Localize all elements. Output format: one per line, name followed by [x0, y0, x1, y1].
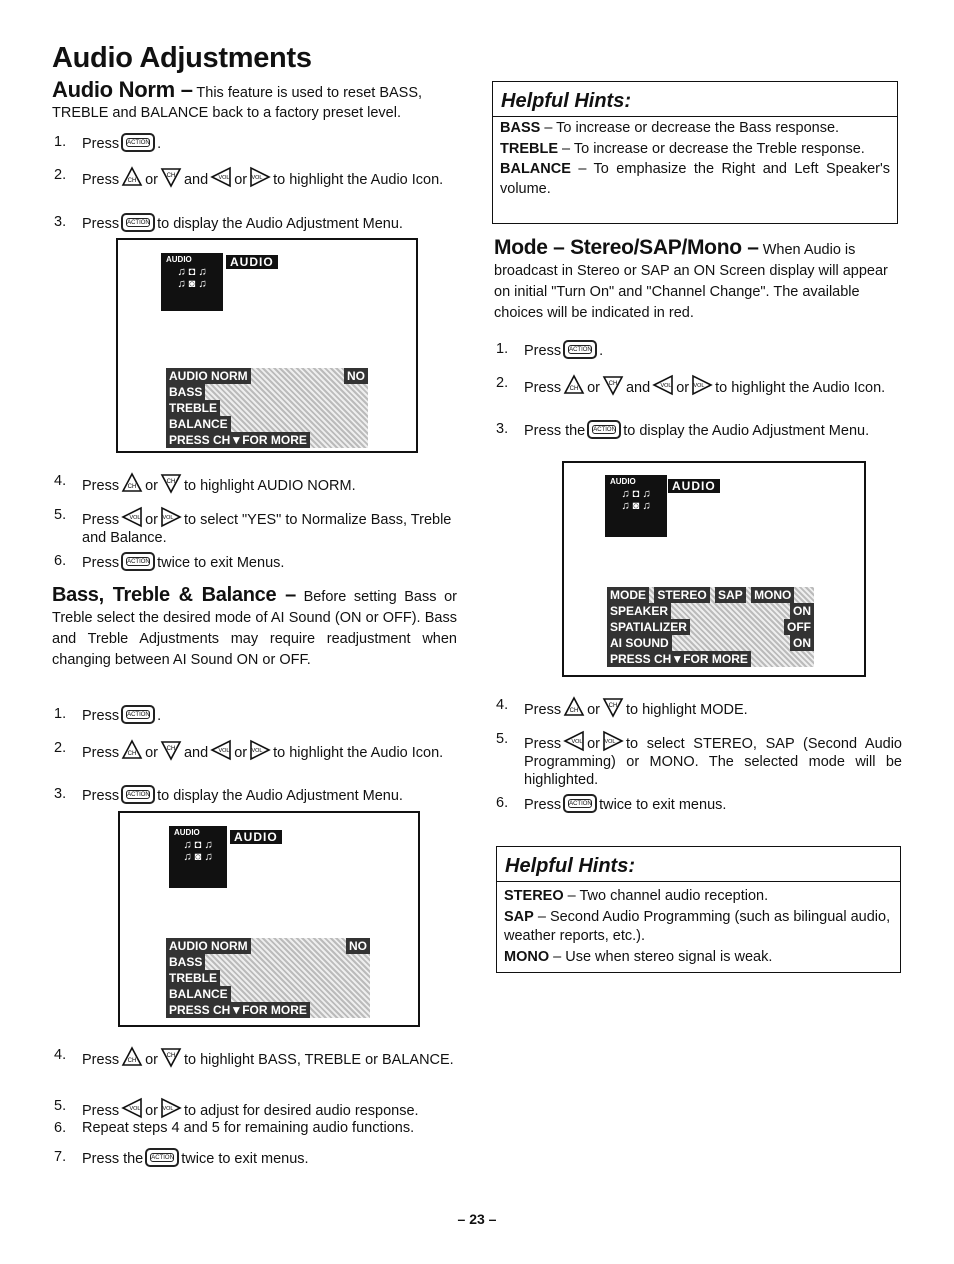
action-button-icon: ACTION: [587, 420, 621, 439]
menu-row-treble: TREBLE: [166, 400, 368, 416]
audio-menu-screen-2: [118, 811, 420, 1027]
page-number: – 23 –: [457, 1211, 497, 1227]
menu-row-spatializer: SPATIALIZER OFF: [607, 619, 814, 635]
action-button-icon: ACTION: [563, 340, 597, 359]
channel-up-icon: [121, 472, 143, 494]
action-button-icon: ACTION: [121, 705, 155, 724]
audio-menu-screen-1: [116, 238, 418, 453]
hint-mono: MONO – Use when stereo signal is weak.: [504, 948, 773, 965]
channel-down-icon: [160, 739, 182, 761]
menu-row-balance: BALANCE: [166, 416, 368, 432]
btb-intro: Before setting Bass or Treble select the desired mode of AI Sound (ON or OFF). Bass and Treble Adjustments may require readjustment when changing between AI Sound ON or OFF.: [52, 589, 457, 668]
menu-row-audio-norm: AUDIO NORM NO: [166, 938, 370, 954]
channel-down-icon: [160, 1046, 182, 1068]
hint-sap: SAP – Second Audio Programming (such as bilingual audio, weather reports, etc.).: [504, 908, 891, 944]
helpful-hints-box-1: [492, 81, 898, 224]
mode-menu-screen: [562, 461, 866, 677]
menu-row-mode: [607, 587, 814, 603]
volume-left-icon: [210, 166, 232, 188]
action-button-icon: ACTION: [121, 213, 155, 232]
hint-treble: TREBLE – To increase or decrease the Treble response.: [500, 140, 865, 157]
menu-row-ai-sound: AI SOUND ON: [607, 635, 814, 651]
channel-up-icon: [121, 166, 143, 188]
audio-menu-icon: AUDIO ♫ ◘ ♫ ♫ ◙ ♫: [169, 826, 227, 888]
mode-menu-list: [607, 587, 814, 667]
audio-menu-list: [166, 368, 368, 448]
helpful-hints-box-2: [496, 846, 901, 973]
volume-right-icon: [602, 730, 624, 752]
audio-menu-icon: AUDIO ♫ ◘ ♫ ♫ ◙ ♫: [161, 253, 223, 311]
audio-menu-title: AUDIO: [226, 255, 278, 269]
helpful-hints-title: Helpful Hints:: [493, 82, 897, 117]
volume-right-icon: [249, 166, 271, 188]
hint-stereo: STEREO – Two channel audio reception.: [504, 888, 769, 904]
volume-right-icon: [249, 739, 271, 761]
channel-up-icon: [563, 696, 585, 718]
volume-left-icon: [121, 506, 143, 528]
mode-option-mono: MONO: [751, 587, 794, 603]
volume-left-icon: [652, 374, 674, 396]
action-button-icon: ACTION: [121, 552, 155, 571]
volume-left-icon: [121, 1097, 143, 1119]
channel-down-icon: [160, 472, 182, 494]
channel-down-icon: [602, 696, 624, 718]
menu-row-bass: BASS: [166, 384, 368, 400]
helpful-hints-body: [500, 119, 890, 200]
menu-row-audio-norm: AUDIO NORM NO: [166, 368, 368, 384]
audio-norm-heading: Audio Norm –: [52, 77, 193, 102]
btb-heading: Bass, Treble & Balance –: [52, 584, 296, 606]
channel-down-icon: [602, 374, 624, 396]
volume-left-icon: [563, 730, 585, 752]
page-title: Audio Adjustments: [52, 42, 312, 74]
mode-option-stereo: STEREO: [654, 587, 709, 603]
mode-option-sap: SAP: [715, 587, 746, 603]
channel-up-icon: [563, 374, 585, 396]
helpful-hints-body: [504, 887, 893, 968]
channel-up-icon: [121, 1046, 143, 1068]
audio-menu-list: [166, 938, 370, 1018]
menu-row-speaker: SPEAKER ON: [607, 603, 814, 619]
channel-down-icon: [160, 166, 182, 188]
volume-right-icon: [691, 374, 713, 396]
mode-section: [494, 237, 900, 324]
channel-up-icon: [121, 739, 143, 761]
audio-norm-section: [52, 77, 457, 123]
volume-right-icon: [160, 1097, 182, 1119]
mode-option-mode: MODE: [607, 587, 649, 603]
mode-intro: When Audio is broadcast in Stereo or SAP an ON Screen display will appear on initial "Turn On" and "Channel Change". The available choices will be indicated in red.: [494, 242, 888, 321]
menu-row-press-more: PRESS CH▼FOR MORE: [166, 1002, 370, 1018]
audio-menu-title: AUDIO: [668, 479, 720, 493]
menu-row-treble: TREBLE: [166, 970, 370, 986]
volume-left-icon: [210, 739, 232, 761]
mode-heading: Mode – Stereo/SAP/Mono –: [494, 236, 759, 259]
hint-balance: BALANCE – To emphasize the Right and Left Speaker's volume.: [500, 161, 890, 197]
action-button-icon: ACTION: [121, 785, 155, 804]
volume-right-icon: [160, 506, 182, 528]
audio-menu-title: AUDIO: [230, 830, 282, 844]
audio-norm-intro: This feature is used to reset BASS, TREBLE and BALANCE back to a factory preset level.: [52, 85, 423, 121]
helpful-hints-title: Helpful Hints:: [497, 847, 900, 882]
action-button-icon: ACTION: [145, 1148, 179, 1167]
menu-row-bass: BASS: [166, 954, 370, 970]
menu-row-press-more: PRESS CH▼FOR MORE: [166, 432, 368, 448]
audio-menu-icon: AUDIO ♫ ◘ ♫ ♫ ◙ ♫: [605, 475, 667, 537]
menu-row-press-more: PRESS CH▼FOR MORE: [607, 651, 814, 667]
action-button-icon: ACTION: [121, 133, 155, 152]
btb-section: [52, 585, 457, 671]
menu-row-balance: BALANCE: [166, 986, 370, 1002]
hint-bass: BASS – To increase or decrease the Bass response.: [500, 120, 840, 136]
action-button-icon: ACTION: [563, 794, 597, 813]
